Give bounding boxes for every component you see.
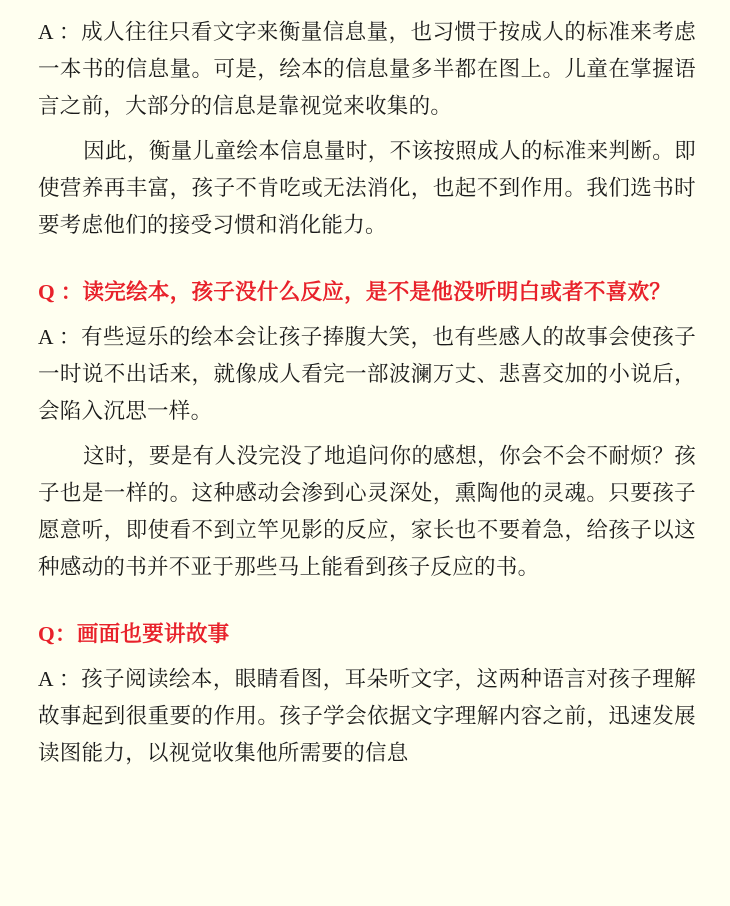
spacer <box>38 125 696 133</box>
question-text: 读完绘本，孩子没什么反应，是不是他没听明白或者不喜欢？ <box>82 280 672 304</box>
answer-paragraph-3 <box>38 661 696 772</box>
answer-text: 孩子阅读绘本，眼睛看图，耳朵听文字，这两种语言对孩子理解故事起到很重要的作用。孩子学会依据文字理解内容之前，迅速发展读图能力，以视觉收集他所需要的信息 <box>38 667 696 765</box>
answer-paragraph-2 <box>38 319 696 430</box>
answer-text: 成人往往只看文字来衡量信息量，也习惯于按成人的标准来考虑一本书的信息量。可是，绘本的信息量多半都在图上。儿童在掌握语言之前，大部分的信息是靠视觉来收集的。 <box>38 20 697 118</box>
answer-marker: A ： <box>38 667 82 691</box>
spacer <box>38 430 696 438</box>
body-paragraph-1 <box>38 133 696 244</box>
question-marker: Q： <box>38 622 77 646</box>
question-heading-1 <box>38 274 696 311</box>
spacer <box>38 244 696 274</box>
question-text: 画面也要讲故事 <box>76 622 230 646</box>
spacer <box>38 586 696 616</box>
body-text: 这时，要是有人没完没了地追问你的感想，你会不会不耐烦？孩子也是一样的。这种感动会渗到心灵深处，熏陶他的灵魂。只要孩子愿意听，即使看不到立竿见影的反应，家长也不要着急，给孩子以这种感动的书并不亚于那些马上能看到孩子反应的书。 <box>38 444 696 579</box>
body-text: 因此，衡量儿童绘本信息量时，不该按照成人的标准来判断。即使营养再丰富，孩子不肯吃或无法消化，也起不到作用。我们选书时要考虑他们的接受习惯和消化能力。 <box>38 139 696 237</box>
answer-marker: A ： <box>38 325 82 349</box>
question-heading-2 <box>38 616 696 653</box>
spacer <box>38 311 696 319</box>
answer-marker: A ： <box>38 20 82 44</box>
spacer <box>38 653 696 661</box>
question-marker: Q ： <box>38 280 83 304</box>
answer-paragraph-1 <box>38 14 696 125</box>
body-paragraph-2 <box>38 438 696 586</box>
answer-text: 有些逗乐的绘本会让孩子捧腹大笑，也有些感人的故事会使孩子一时说不出话来，就像成人看完一部波澜万丈、悲喜交加的小说后，会陷入沉思一样。 <box>38 325 697 423</box>
